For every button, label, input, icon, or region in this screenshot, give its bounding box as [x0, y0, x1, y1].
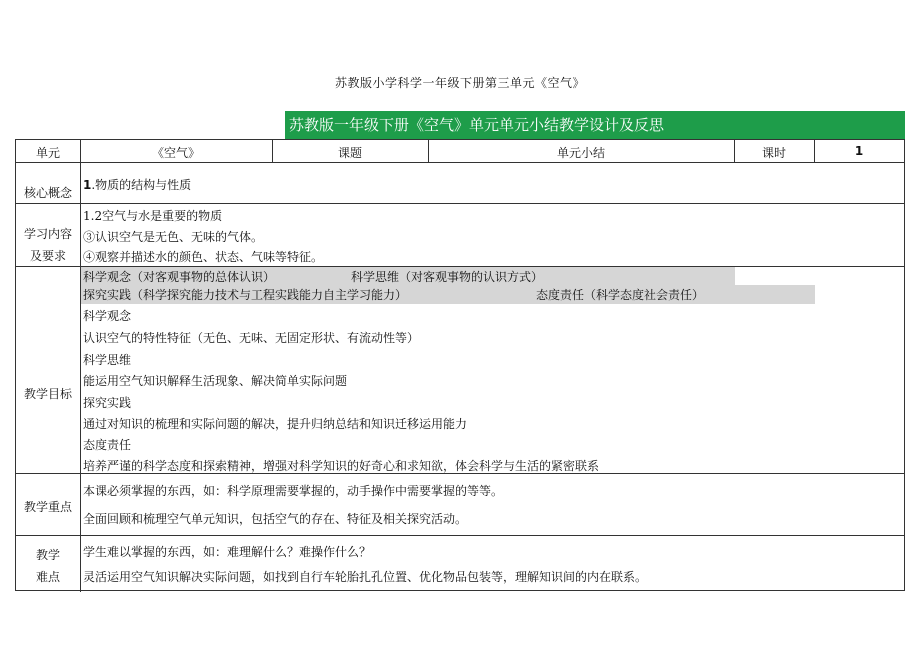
document-title: 苏教版小学科学一年级下册第三单元《空气》: [334, 76, 585, 90]
learning-line: 1.2空气与水是重要的物质: [83, 209, 223, 223]
objective-line: 认识空气的特性特征（无色、无味、无固定形状、有流动性等）: [83, 331, 420, 345]
objective-summary-practice: 探究实践（科学探究能力技术与工程实践能力自主学习能力）: [83, 288, 408, 302]
difficulties-line: 学生难以掌握的东西，如：难理解什么？难操作什么？: [83, 545, 372, 559]
objective-summary-concept: 科学观念（对客观事物的总体认识）: [83, 270, 276, 284]
core-concept-text: [83, 178, 191, 192]
objective-summary-thinking: 科学思维（对客观事物的认识方式）: [351, 270, 544, 284]
learning-line: ④观察并描述水的颜色、状态、气味等特征。: [83, 250, 324, 264]
learning-label-line2: 及要求: [29, 249, 66, 263]
row-divider: [16, 535, 904, 536]
objective-line: 探究实践: [83, 396, 132, 410]
core-concept-number: 1: [83, 178, 92, 192]
difficulties-line: 灵活运用空气知识解决实际问题，如找到自行车轮胎扎孔位置、优化物品包装等，理解知识间的内在联系。: [83, 570, 648, 584]
unit-label: 单元: [35, 146, 60, 160]
key-points-line: 本课必须掌握的东西，如：科学原理需要掌握的，动手操作中需要掌握的等等。: [83, 484, 504, 498]
column-divider: [80, 140, 81, 592]
key-points-label: 教学重点: [23, 500, 72, 514]
difficulties-label-line1: 教学: [35, 548, 60, 562]
difficulties-label-line2: 难点: [35, 570, 60, 584]
learning-label-line1: 学习内容: [23, 227, 72, 241]
core-concept-body: .物质的结构与性质: [91, 178, 192, 192]
key-points-line: 全面回顾和梳理空气单元知识，包括空气的存在、特征及相关探究活动。: [83, 512, 468, 526]
row-divider: [16, 162, 904, 163]
objective-line: 态度责任: [83, 438, 132, 452]
lesson-banner: 苏教版一年级下册《空气》单元单元小结教学设计及反思: [285, 111, 905, 139]
objectives-label: 教学目标: [23, 387, 72, 401]
period-value: 1: [854, 144, 864, 158]
core-concept-label: 核心概念: [23, 186, 72, 200]
learning-line: ③认识空气是无色、无味的气体。: [83, 230, 264, 244]
period-label: 课时: [761, 146, 786, 160]
topic-value: 单元小结: [556, 146, 605, 160]
unit-value: 《空气》: [151, 146, 200, 160]
topic-label: 课题: [337, 146, 362, 160]
row-divider: [16, 203, 904, 204]
objective-line: 科学思维: [83, 353, 132, 367]
objective-line: 通过对知识的梳理和实际问题的解决，提升归纳总结和知识迁移运用能力: [83, 417, 468, 431]
objective-line: 能运用空气知识解释生活现象、解决简单实际问题: [83, 374, 348, 388]
lesson-plan-table: [15, 139, 905, 591]
objective-summary-attitude: 态度责任（科学态度社会责任）: [536, 288, 705, 302]
row-divider: [16, 473, 904, 474]
objective-line: 科学观念: [83, 309, 132, 323]
objective-line: 培养严谨的科学态度和探索精神，增强对科学知识的好奇心和求知欲，体会科学与生活的紧密联系: [83, 459, 600, 473]
